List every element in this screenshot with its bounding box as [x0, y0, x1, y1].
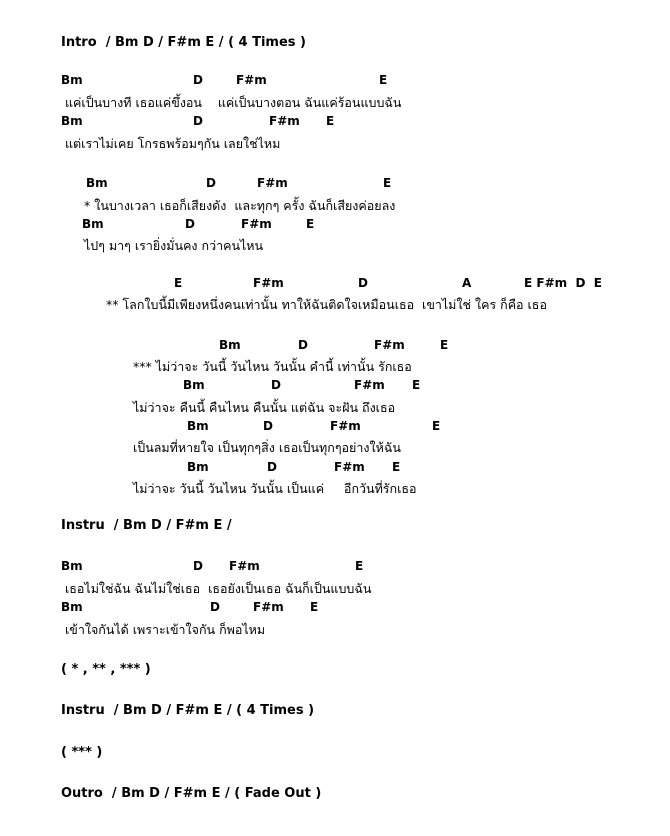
chord: F#m — [236, 73, 267, 87]
lyric-line: *** ไม่ว่าจะ วันนี้ วันไหน วันนั้น คำนี้ เท่านั้น รักเธอ — [133, 359, 412, 374]
intro-line: Intro / Bm D / F#m E / ( 4 Times ) — [61, 35, 307, 50]
chord: Bm — [183, 378, 205, 392]
chord-line — [0, 114, 670, 130]
chord: F#m — [229, 559, 260, 573]
chord: Bm — [61, 600, 83, 614]
chord: E — [412, 378, 421, 392]
chord-line — [0, 559, 670, 575]
outro-line: Outro / Bm D / F#m E / ( Fade Out ) — [61, 786, 322, 801]
chord-line — [0, 338, 670, 354]
chord-line — [0, 217, 670, 233]
lyric-line: * ในบางเวลา เธอก็เสียงดัง และทุกๆ ครั้ง ฉันก็เสียงค่อยลง — [84, 198, 396, 213]
chord: Bm — [61, 73, 83, 87]
chord: F#m — [269, 114, 300, 128]
chord: Bm — [187, 460, 209, 474]
chord: E — [432, 419, 441, 433]
chord: Bm — [61, 559, 83, 573]
chord: D — [271, 378, 281, 392]
chord: F#m — [354, 378, 385, 392]
chord: D — [193, 114, 203, 128]
chord: F#m — [241, 217, 272, 231]
repeat-line: ( * , ** , *** ) — [61, 662, 151, 677]
chord: D — [298, 338, 308, 352]
chord: F#m — [253, 600, 284, 614]
repeat-line: ( *** ) — [61, 745, 103, 760]
chord-line — [0, 73, 670, 89]
chord: Bm — [86, 176, 108, 190]
chord: E — [440, 338, 449, 352]
lyric-line: เธอไม่ใช่ฉัน ฉันไม่ใช่เธอ เธอยังเป็นเธอ ฉันก็เป็นแบบฉัน — [65, 581, 372, 596]
chord: E — [306, 217, 315, 231]
chord-line — [0, 176, 670, 192]
chord: Bm — [219, 338, 241, 352]
chord: D — [193, 559, 203, 573]
lyric-line: เข้าใจกันได้ เพราะเข้าใจกัน ก็พอไหม — [65, 622, 266, 637]
lyric-line: ไม่ว่าจะ คืนนี้ คืนไหน คืนนั้น แต่ฉัน จะฝัน ถึงเธอ — [133, 400, 396, 415]
chord: D — [206, 176, 216, 190]
chord: D — [263, 419, 273, 433]
chord: D — [267, 460, 277, 474]
lyric-line: ไม่ว่าจะ วันนี้ วันไหน วันนั้น เป็นแค่ อีกวันที่รักเธอ — [133, 481, 417, 496]
lyric-line: แค่เป็นบางที เธอแค่ขึ้งอน แค่เป็นบางตอน ฉันแค่ร้อนแบบฉัน — [65, 95, 402, 110]
chord: D — [185, 217, 195, 231]
chord: F#m — [257, 176, 288, 190]
lyric-line: เป็นลมที่หายใจ เป็นทุกๆสิ่ง เธอเป็นทุกๆอย่างให้ฉัน — [133, 440, 401, 455]
chord-line — [0, 378, 670, 394]
chord: E — [174, 276, 183, 290]
chord: E — [392, 460, 401, 474]
chord: E — [326, 114, 335, 128]
lyric-line: ไปๆ มาๆ เรายิ่งมั่นคง กว่าคนไหน — [84, 238, 264, 253]
chord: D — [210, 600, 220, 614]
chord: D — [358, 276, 368, 290]
instru-line: Instru / Bm D / F#m E / ( 4 Times ) — [61, 703, 315, 718]
chord-line — [0, 419, 670, 435]
chord: E — [383, 176, 392, 190]
chord: F#m — [330, 419, 361, 433]
chord: F#m — [253, 276, 284, 290]
chord: E — [379, 73, 388, 87]
chord: E — [355, 559, 364, 573]
chord: Bm — [82, 217, 104, 231]
chord: E — [310, 600, 319, 614]
lyric-line: แต่เราไม่เคย โกรธพร้อมๆกัน เลยใช่ไหม — [65, 136, 281, 151]
chord: A — [462, 276, 472, 290]
instru-line: Instru / Bm D / F#m E / — [61, 518, 232, 533]
chord: F#m — [334, 460, 365, 474]
chord-line — [0, 276, 670, 292]
chord: Bm — [187, 419, 209, 433]
chord: D — [193, 73, 203, 87]
lyric-line: ** โลกใบนี้มีเพียงหนึ่งคนเท่านั้น ทาให้ฉันติดใจเหมือนเธอ เขาไม่ใช่ ใคร ก็คือ เธอ — [106, 297, 547, 312]
chord-line — [0, 460, 670, 476]
chord: Bm — [61, 114, 83, 128]
chord-line — [0, 600, 670, 616]
chord: F#m — [374, 338, 405, 352]
chord: E F#m D E — [524, 276, 602, 290]
